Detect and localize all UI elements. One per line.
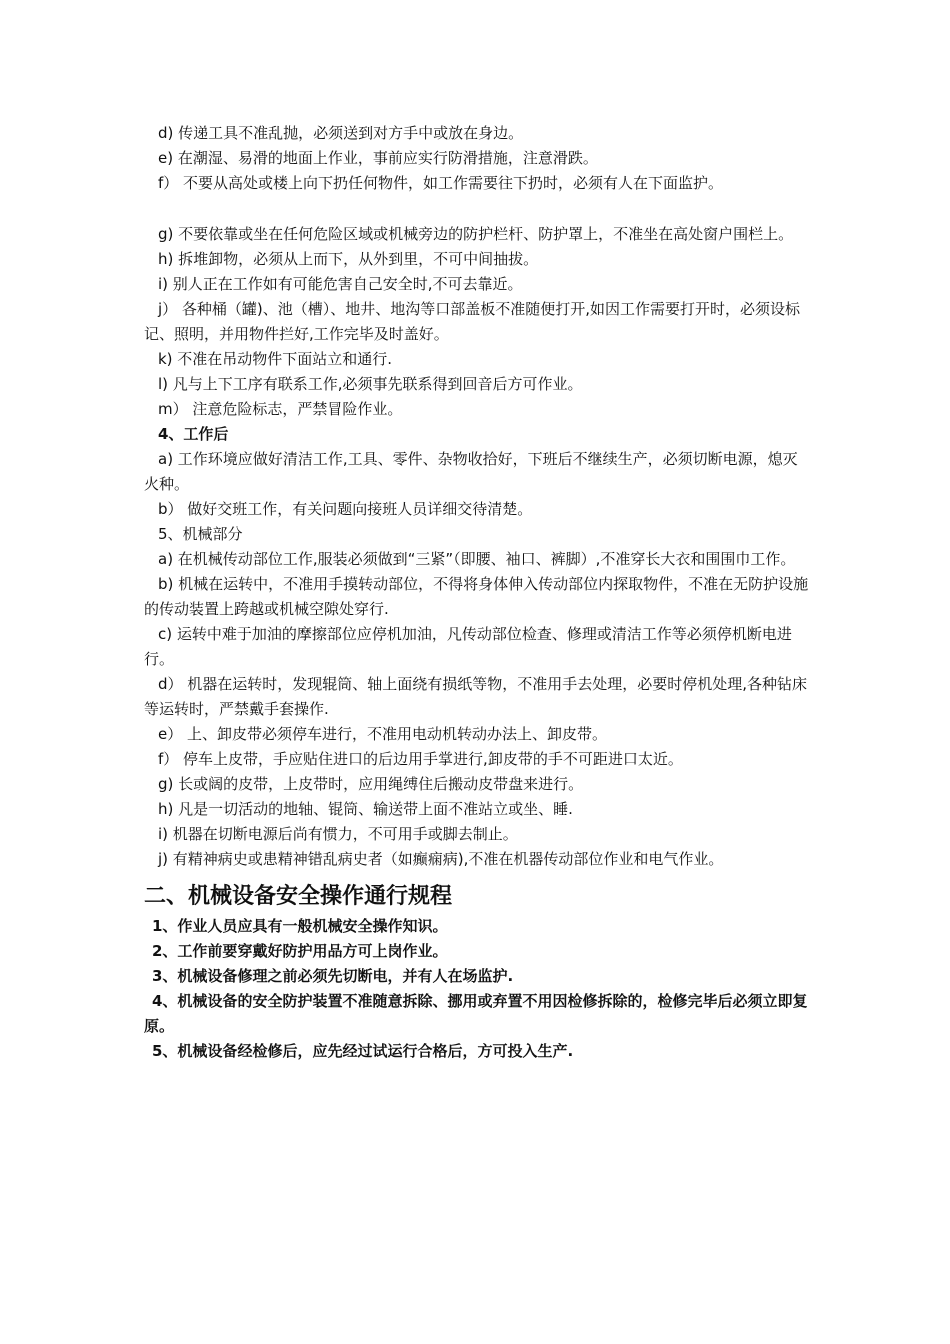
rule-item-m: m） 注意危险标志，严禁冒险作业。	[158, 400, 403, 418]
rule-item-k: k) 不准在吊动物件下面站立和通行.	[158, 350, 393, 368]
section-2-item-2: 2、工作前要穿戴好防护用品方可上岗作业。	[152, 942, 448, 960]
rule-item-f: f） 不要从高处或楼上向下扔任何物件，如工作需要往下扔时，必须有人在下面监护。	[158, 174, 724, 192]
rule-item-l: l) 凡与上下工序有联系工作,必须事先联系得到回音后方可作业。	[158, 375, 583, 393]
machinery-item-i: i) 机器在切断电源后尚有惯力，不可用手或脚去制止。	[158, 825, 518, 843]
rule-item-d: d) 传递工具不准乱抛，必须送到对方手中或放在身边。	[158, 124, 524, 142]
section-2-title: 二、机械设备安全操作通行规程	[144, 884, 453, 909]
machinery-item-b: b) 机械在运转中，不准用手摸转动部位，不得将身体伸入传动部位内探取物件，不准在无防护设施的传动装置上跨越或机械空隙处穿行.	[144, 575, 809, 618]
machinery-item-c: c) 运转中难于加油的摩擦部位应停机加油，凡传动部位检查、修理或清洁工作等必须停机断电进行。	[144, 625, 792, 668]
machinery-item-e: e） 上、卸皮带必须停车进行，不准用电动机转动办法上、卸皮带。	[158, 725, 607, 743]
rule-item-i: i) 别人正在工作如有可能危害自己安全时,不可去靠近。	[158, 275, 523, 293]
section-2-item-1: 1、作业人员应具有一般机械安全操作知识。	[152, 917, 448, 935]
machinery-item-f: f） 停车上皮带，手应贴住进口的后边用手掌进行,卸皮带的手不可距进口太近。	[158, 750, 683, 768]
after-work-item-b: b） 做好交班工作，有关问题向接班人员详细交待清楚。	[158, 500, 533, 518]
heading-after-work: 4、工作后	[158, 425, 229, 443]
machinery-item-j: j) 有精神病史或患精神错乱病史者（如癫痫病),不准在机器传动部位作业和电气作业。	[158, 850, 724, 868]
machinery-item-a: a) 在机械传动部位工作,服装必须做到“三紧”（即腰、袖口、裤脚）,不准穿长大衣和围围巾工作。	[158, 550, 796, 568]
rule-item-g: g) 不要依靠或坐在任何危险区域或机械旁边的防护栏杆、防护罩上，不准坐在高处窗户围栏上。	[158, 225, 794, 243]
spacer	[144, 196, 810, 222]
document-body	[144, 121, 810, 1064]
section-2-item-4: 4、机械设备的安全防护装置不准随意拆除、挪用或弃置不用因检修拆除的，检修完毕后必须立即复原。	[144, 992, 808, 1035]
machinery-item-g: g) 长或阔的皮带，上皮带时，应用绳缚住后搬动皮带盘来进行。	[158, 775, 584, 793]
section-2-item-3: 3、机械设备修理之前必须先切断电，并有人在场监护.	[152, 967, 514, 985]
rule-item-h: h) 拆堆卸物，必须从上而下，从外到里，不可中间抽拔。	[158, 250, 539, 268]
heading-machinery: 5、机械部分	[158, 525, 243, 543]
rule-item-j: j） 各种桶（罐)、池（槽）、地井、地沟等口部盖板不准随便打开,如因工作需要打开时，必须设标记、照明，并用物件拦好,工作完毕及时盖好。	[144, 300, 801, 343]
after-work-item-a: a) 工作环境应做好清洁工作,工具、零件、杂物收拾好，下班后不继续生产，必须切断电源，熄灭火种。	[144, 450, 798, 493]
machinery-item-d: d） 机器在运转时，发现辊筒、轴上面绕有损纸等物，不准用手去处理，必要时停机处理,各种钻床等运转时，严禁戴手套操作.	[144, 675, 808, 718]
rule-item-e: e) 在潮湿、易滑的地面上作业，事前应实行防滑措施，注意滑跌。	[158, 149, 598, 167]
machinery-item-h: h) 凡是一切活动的地轴、锟筒、输送带上面不准站立或坐、睡.	[158, 800, 573, 818]
section-2-item-5: 5、机械设备经检修后，应先经过试运行合格后，方可投入生产.	[152, 1042, 574, 1060]
